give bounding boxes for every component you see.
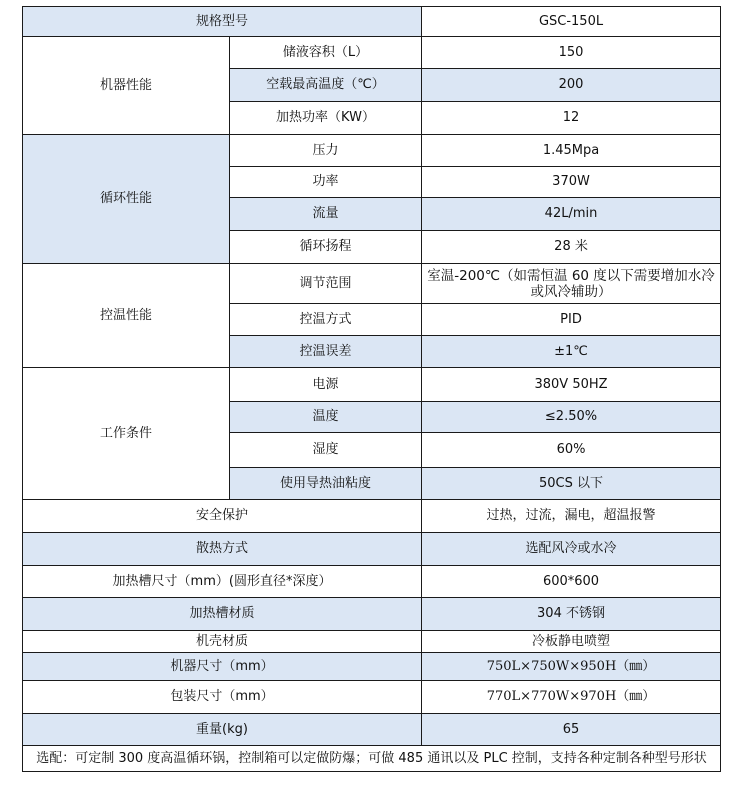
table-row [23, 533, 721, 566]
table-row [23, 631, 721, 653]
row-value: 65 [422, 714, 721, 746]
table-row [23, 37, 721, 69]
row-label: 加热槽尺寸（mm）(圆形直径*深度） [23, 566, 422, 598]
row-value: 750L×750W×950H（㎜） [422, 653, 721, 681]
table-row [23, 681, 721, 714]
row-value: 370W [422, 167, 721, 198]
row-label: 散热方式 [23, 533, 422, 566]
table-row [23, 714, 721, 746]
note-row [23, 746, 721, 772]
group-name: 控温性能 [23, 264, 230, 368]
row-value: 1.45Mpa [422, 135, 721, 167]
table-row [23, 598, 721, 631]
row-value: 770L×770W×970H（㎜） [422, 681, 721, 714]
row-value: 150 [422, 37, 721, 69]
spec-table [22, 6, 721, 772]
row-value: 过热，过流，漏电，超温报警 [422, 500, 721, 533]
row-label: 电源 [230, 368, 422, 402]
table-row [23, 500, 721, 533]
header-value: GSC-150L [422, 7, 721, 37]
row-value: 600*600 [422, 566, 721, 598]
table-row [23, 566, 721, 598]
table-row [23, 653, 721, 681]
row-label: 湿度 [230, 433, 422, 468]
table-row [23, 135, 721, 167]
row-value: 冷板静电喷塑 [422, 631, 721, 653]
row-label: 安全保护 [23, 500, 422, 533]
row-label: 储液容积（L） [230, 37, 422, 69]
row-label: 功率 [230, 167, 422, 198]
row-label: 重量(kg) [23, 714, 422, 746]
row-value: PID [422, 304, 721, 336]
row-label: 控温误差 [230, 336, 422, 368]
row-label: 温度 [230, 402, 422, 433]
row-value: 200 [422, 69, 721, 102]
row-value: 12 [422, 102, 721, 135]
row-label: 机器尺寸（mm） [23, 653, 422, 681]
group-name: 循环性能 [23, 135, 230, 264]
row-label: 循环扬程 [230, 231, 422, 264]
row-label: 流量 [230, 198, 422, 231]
row-label: 加热功率（KW） [230, 102, 422, 135]
header-row [23, 7, 721, 37]
row-label: 使用导热油粘度 [230, 468, 422, 500]
row-value: ≤2.50% [422, 402, 721, 433]
header-label: 规格型号 [23, 7, 422, 37]
row-value: 选配风冷或水冷 [422, 533, 721, 566]
row-label: 压力 [230, 135, 422, 167]
table-row [23, 264, 721, 304]
row-label: 机壳材质 [23, 631, 422, 653]
row-value: 42L/min [422, 198, 721, 231]
row-label: 包装尺寸（mm） [23, 681, 422, 714]
row-value: ±1℃ [422, 336, 721, 368]
row-label: 调节范围 [230, 264, 422, 304]
row-value: 室温-200℃（如需恒温 60 度以下需要增加水冷或风冷辅助） [422, 264, 721, 304]
row-value: 60% [422, 433, 721, 468]
row-value: 304 不锈钢 [422, 598, 721, 631]
row-label: 控温方式 [230, 304, 422, 336]
row-label: 加热槽材质 [23, 598, 422, 631]
row-value: 380V 50HZ [422, 368, 721, 402]
group-name: 工作条件 [23, 368, 230, 500]
note-text: 选配：可定制 300 度高温循环锅，控制箱可以定做防爆；可做 485 通讯以及 PLC 控制，支持各种定制各种型号形状 [23, 746, 721, 772]
row-value: 28 米 [422, 231, 721, 264]
row-label: 空载最高温度（℃） [230, 69, 422, 102]
group-name: 机器性能 [23, 37, 230, 135]
table-row [23, 368, 721, 402]
row-value: 50CS 以下 [422, 468, 721, 500]
